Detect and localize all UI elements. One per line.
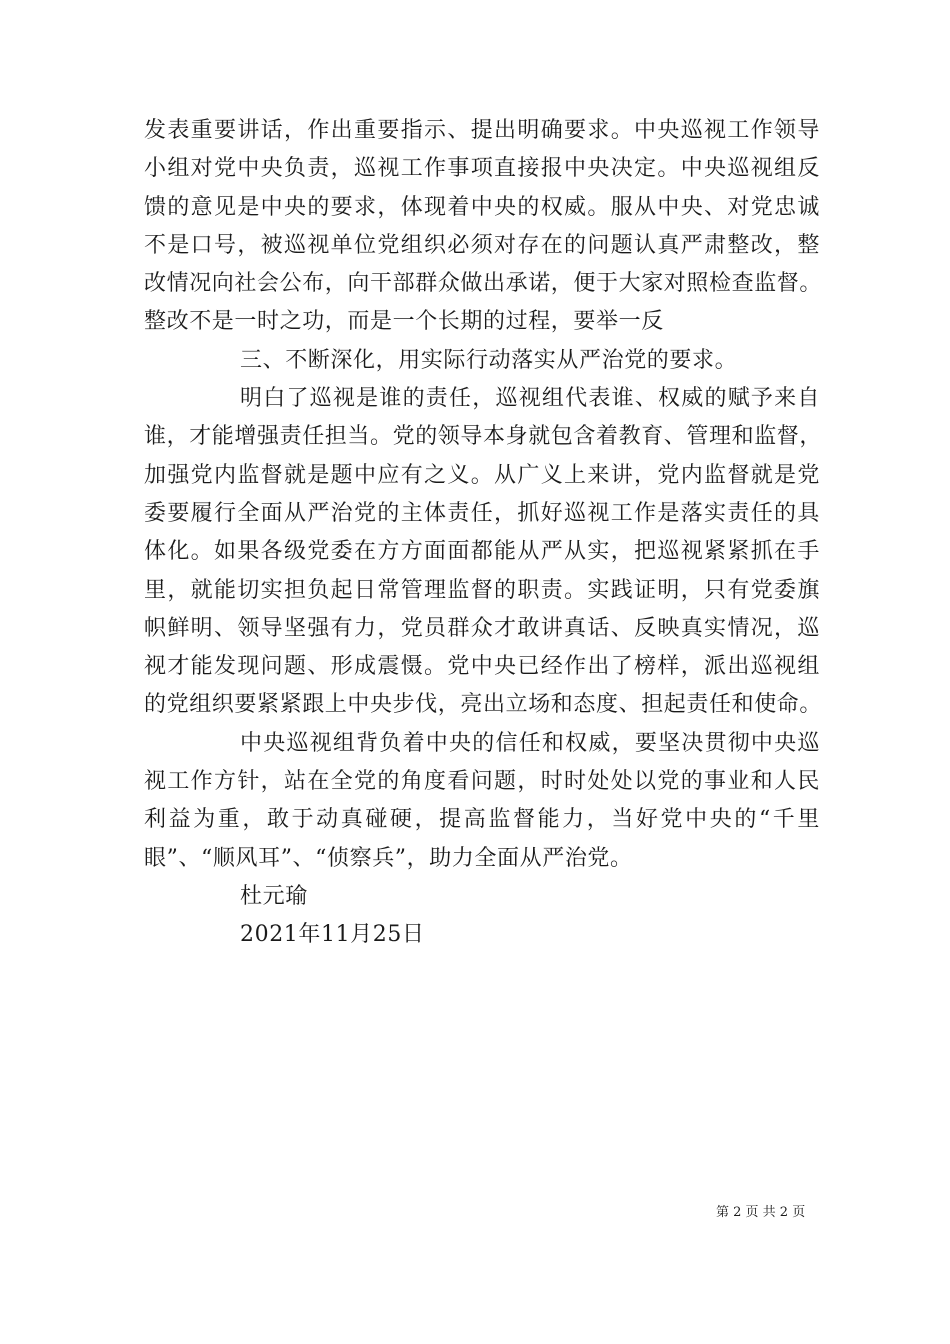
author-name: 杜元瑜: [240, 883, 308, 909]
body-line: 里，就能切实担负起日常管理监督的职责。实践证明，只有党委旗: [144, 577, 820, 603]
body-line: 的党组织要紧紧跟上中央步伐，亮出立场和态度、担起责任和使命。: [144, 692, 823, 718]
body-line: 加强党内监督就是题中应有之义。从广义上来讲，党内监督就是党: [144, 462, 820, 488]
page-number: 第 2 页 共 2 页: [716, 1205, 806, 1220]
body-line: 体化。如果各级党委在方方面面都能从严从实，把巡视紧紧抓在手: [144, 539, 820, 565]
body-line: 委要履行全面从严治党的主体责任，抓好巡视工作是落实责任的具: [144, 500, 820, 526]
body-line: 馈的意见是中央的要求，体现着中央的权威。服从中央、对党忠诚: [144, 194, 820, 220]
body-line: 利益为重，敢于动真碰硬，提高监督能力，当好党中央的“千里: [144, 807, 820, 833]
body-line: 视才能发现问题、形成震慑。党中央已经作出了榜样，派出巡视组: [144, 654, 820, 680]
body-line: 视工作方针，站在全党的角度看问题，时时处处以党的事业和人民: [144, 769, 820, 795]
body-line: 整改不是一时之功，而是一个长期的过程，要举一反: [144, 309, 664, 335]
section-heading: 三、不断深化，用实际行动落实从严治党的要求。: [240, 347, 738, 373]
paragraph-first-line: 明白了巡视是谁的责任，巡视组代表谁、权威的赋予来自: [240, 386, 820, 412]
document-date: 2021年11月25日: [240, 922, 425, 948]
body-line: 小组对党中央负责，巡视工作事项直接报中央决定。中央巡视组反: [144, 156, 820, 182]
body-line: 改情况向社会公布，向干部群众做出承诺，便于大家对照检查监督。: [144, 271, 823, 297]
body-line: 帜鲜明、领导坚强有力，党员群众才敢讲真话、反映真实情况，巡: [144, 615, 820, 641]
paragraph-first-line: 中央巡视组背负着中央的信任和权威，要坚决贯彻中央巡: [240, 730, 820, 756]
body-line: 不是口号，被巡视单位党组织必须对存在的问题认真严肃整改，整: [144, 232, 820, 258]
body-line: 眼”、“顺风耳”、“侦察兵”，助力全面从严治党。: [144, 845, 633, 871]
body-line: 谁，才能增强责任担当。党的领导本身就包含着教育、管理和监督，: [144, 424, 823, 450]
body-line: 发表重要讲话，作出重要指示、提出明确要求。中央巡视工作领导: [144, 118, 820, 143]
document-body: [144, 112, 823, 955]
